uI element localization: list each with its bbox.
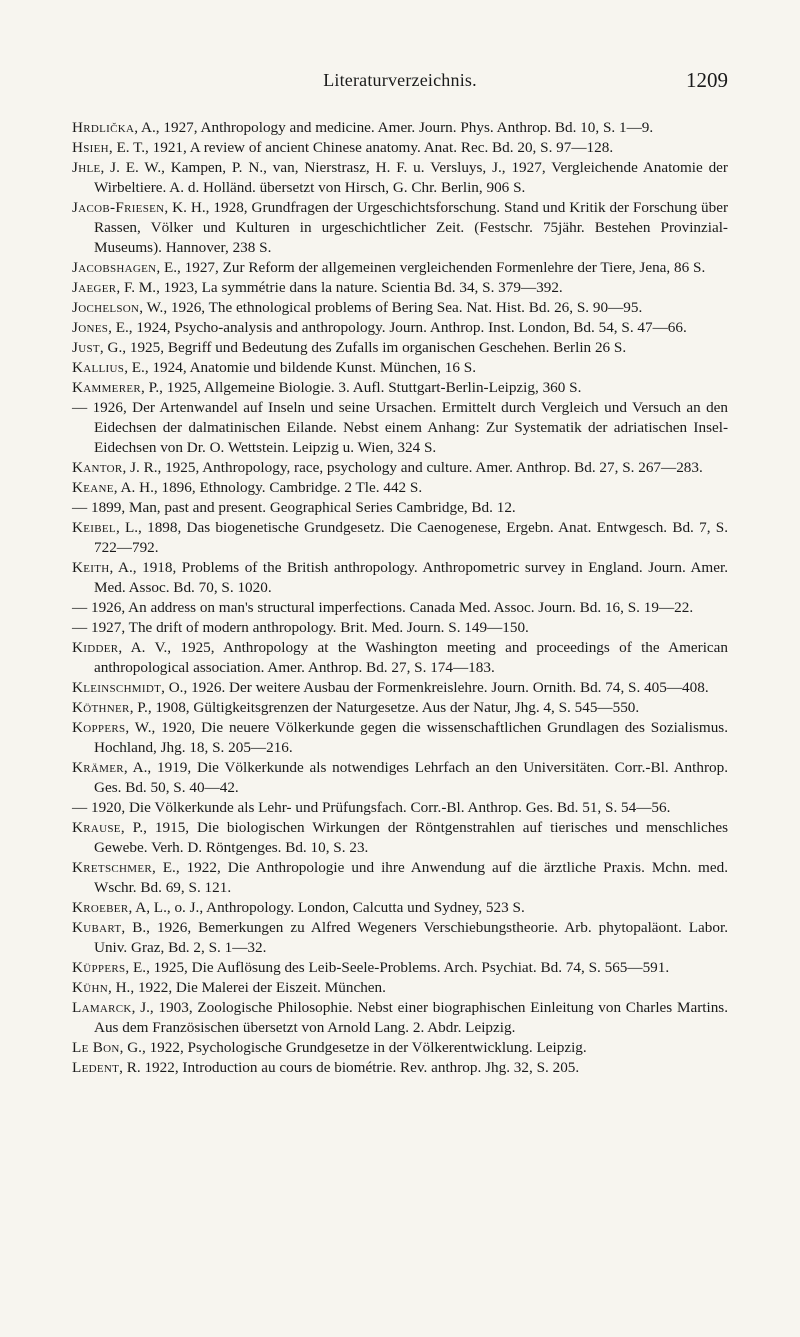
bibliography-entry — [72, 958, 728, 978]
entry-author: Kroeber — [72, 899, 129, 916]
bibliography-entry — [72, 698, 728, 718]
entry-author: Keith — [72, 559, 110, 576]
entry-text: , B., 1926, Bemerkungen zu Alfred Wegeners Verschiebungstheorie. Arb. phytopaläont. Labor. Univ. Graz, Bd. 2, S. 1—32. — [94, 919, 728, 956]
bibliography-entry — [72, 858, 728, 898]
bibliography-entry — [72, 358, 728, 378]
entry-text: , W., 1926, The ethnological problems of Bering Sea. Nat. Hist. Bd. 26, S. 90—95. — [139, 299, 643, 316]
entry-text: , F. M., 1923, La symmétrie dans la nature. Scientia Bd. 34, S. 379—392. — [116, 279, 563, 296]
entry-text: , E., 1925, Die Auflösung des Leib-Seele-Problems. Arch. Psychiat. Bd. 74, S. 565—591. — [125, 959, 670, 976]
bibliography-entry — [72, 498, 728, 518]
entry-author: Jacob-Friesen — [72, 199, 165, 216]
page-number: 1209 — [686, 68, 728, 92]
entry-author: Krause — [72, 819, 121, 836]
entry-text: , G., 1925, Begriff und Bedeutung des Zufalls im organischen Geschehen. Berlin 26 S. — [99, 339, 627, 356]
entry-author: Jhle — [72, 159, 101, 176]
entry-text: , A. H., 1896, Ethnology. Cambridge. 2 Tle. 442 S. — [113, 479, 423, 496]
entry-text: — 1920, Die Völkerkunde als Lehr- und Prüfungsfach. Corr.-Bl. Anthrop. Ges. Bd. 51, S. 54—56. — [72, 799, 671, 816]
entry-author: Ledent — [72, 1059, 120, 1076]
entry-text: , E., 1922, Die Anthropologie und ihre Anwendung auf die ärztliche Praxis. Mchn. med. Wschr. Bd. 69, S. 121. — [94, 859, 728, 896]
bibliography-entry — [72, 158, 728, 198]
entry-text: , P., 1908, Gültigkeitsgrenzen der Naturgesetze. Aus der Natur, Jhg. 4, S. 545—550. — [129, 699, 640, 716]
entry-author: Küppers — [72, 959, 126, 976]
bibliography-entry — [72, 818, 728, 858]
entry-text: , W., 1920, Die neuere Völkerkunde gegen die wissenschaftlichen Grundlagen des Sozialismus. Hochland, Jhg. 18, S. 205—216. — [94, 719, 728, 756]
bibliography-entry — [72, 318, 728, 338]
entry-author: Kleinschmidt — [72, 679, 162, 696]
entry-text: — 1899, Man, past and present. Geographical Series Cambridge, Bd. 12. — [72, 499, 516, 516]
entry-author: Jochelson — [72, 299, 140, 316]
entry-author: Keibel — [72, 519, 116, 536]
entry-text: , E., 1927, Zur Reform der allgemeinen vergleichenden Formenlehre der Tiere, Jena, 86 S. — [156, 259, 706, 276]
bibliography-entry — [72, 978, 728, 998]
bibliography-entry — [72, 918, 728, 958]
bibliography-entry — [72, 998, 728, 1038]
entry-text: , A, L., o. J., Anthropology. London, Calcutta und Sydney, 523 S. — [128, 899, 525, 916]
bibliography-entry — [72, 398, 728, 458]
entry-author: Kallius — [72, 359, 125, 376]
entry-author: Hrdlička — [72, 119, 135, 136]
entry-text: , E., 1924, Psycho-analysis and anthropology. Journ. Anthrop. Inst. London, Bd. 54, S. 47—66. — [108, 319, 687, 336]
bibliography-entry — [72, 638, 728, 678]
entry-author: Krämer — [72, 759, 124, 776]
bibliography-list — [72, 118, 728, 1078]
entry-text: , P., 1925, Allgemeine Biologie. 3. Aufl. Stuttgart-Berlin-Leipzig, 360 S. — [141, 379, 582, 396]
entry-author: Kubart — [72, 919, 122, 936]
entry-text: , A. V., 1925, Anthropology at the Washington meeting and proceedings of the American anthropological association. Amer. Anthrop. Bd. 27, S. 174—183. — [94, 639, 728, 676]
bibliography-entry — [72, 518, 728, 558]
entry-author: Lamarck — [72, 999, 132, 1016]
entry-text: , P., 1915, Die biologischen Wirkungen der Röntgenstrahlen auf tierisches und menschliches Gewebe. Verh. D. Röntgenges. Bd. 10, S. 23. — [94, 819, 728, 856]
entry-author: Kantor — [72, 459, 123, 476]
bibliography-entry — [72, 278, 728, 298]
entry-author: Jaeger — [72, 279, 117, 296]
bibliography-entry — [72, 378, 728, 398]
entry-author: Kidder — [72, 639, 119, 656]
entry-text: , K. H., 1928, Grundfragen der Urgeschichtsforschung. Stand und Kritik der Forschung über Rassen, Völker und Kulturen in urgeschichtlicher Zeit. (Festschr. 75jähr. Bestehen Provinzial-Museums). Hannover, 238 S. — [94, 199, 728, 256]
bibliography-entry — [72, 298, 728, 318]
bibliography-entry — [72, 478, 728, 498]
bibliography-entry — [72, 1038, 728, 1058]
bibliography-entry — [72, 338, 728, 358]
bibliography-entry — [72, 798, 728, 818]
entry-author: Jones — [72, 319, 109, 336]
running-head: Literaturverzeichnis. — [323, 70, 477, 90]
entry-text: , J. R., 1925, Anthropology, race, psychology and culture. Amer. Anthrop. Bd. 27, S. 267—283. — [122, 459, 703, 476]
entry-text: , G., 1922, Psychologische Grundgesetze in der Völkerentwicklung. Leipzig. — [119, 1039, 587, 1056]
entry-author: Hsieh — [72, 139, 109, 156]
bibliography-entry — [72, 1058, 728, 1078]
bibliography-entry — [72, 118, 728, 138]
bibliography-entry — [72, 558, 728, 598]
entry-author: Le Bon — [72, 1039, 120, 1056]
entry-text: , R. 1922, Introduction au cours de biométrie. Rev. anthrop. Jhg. 32, S. 205. — [119, 1059, 580, 1076]
entry-author: Köthner — [72, 699, 130, 716]
entry-text: , L., 1898, Das biogenetische Grundgesetz. Die Caenogenese, Ergebn. Anat. Entwgesch. Bd. 7, S. 722—792. — [94, 519, 728, 556]
entry-text: , J. E. W., Kampen, P. N., van, Nierstrasz, H. F. u. Versluys, J., 1927, Vergleichende Anatomie der Wirbeltiere. A. d. Holländ. übersetzt von Hirsch, G. Chr. Berlin, 906 S. — [94, 159, 728, 196]
bibliography-entry — [72, 458, 728, 478]
bibliography-entry — [72, 678, 728, 698]
bibliography-entry — [72, 718, 728, 758]
entry-text: , E. T., 1921, A review of ancient Chinese anatomy. Anat. Rec. Bd. 20, S. 97—128. — [108, 139, 614, 156]
entry-author: Jacobshagen — [72, 259, 157, 276]
entry-text: , O., 1926. Der weitere Ausbau der Formenkreislehre. Journ. Ornith. Bd. 74, S. 405—408. — [161, 679, 709, 696]
entry-text: — 1926, Der Artenwandel auf Inseln und seine Ursachen. Ermittelt durch Vergleich und Versuch an den Eidechsen der dalmatinischen Eilande. Nebst einem Anhang: Zur Systematik der adriatischen Insel-Eidechsen von Dr. O. Wettstein. Leipzig u. Wien, 324 S. — [72, 399, 728, 456]
entry-text: , A., 1919, Die Völkerkunde als notwendiges Lehrfach an den Universitäten. Corr.-Bl. Anthrop. Ges. Bd. 50, S. 40—42. — [94, 759, 728, 796]
entry-author: Kretschmer — [72, 859, 152, 876]
entry-author: Keane — [72, 479, 114, 496]
bibliography-entry — [72, 138, 728, 158]
entry-text: , E., 1924, Anatomie und bildende Kunst. München, 16 S. — [124, 359, 476, 376]
bibliography-entry — [72, 898, 728, 918]
entry-text: — 1926, An address on man's structural imperfections. Canada Med. Assoc. Journ. Bd. 16, S. 19—22. — [72, 599, 694, 616]
entry-text: , A., 1927, Anthropology and medicine. Amer. Journ. Phys. Anthrop. Bd. 10, S. 1—9. — [134, 119, 654, 136]
entry-author: Kühn — [72, 979, 108, 996]
bibliography-entry — [72, 198, 728, 258]
entry-text: , A., 1918, Problems of the British anthropology. Anthropometric survey in England. Journ. Amer. Med. Assoc. Bd. 70, S. 1020. — [94, 559, 728, 596]
entry-author: Just — [72, 339, 100, 356]
bibliography-entry — [72, 618, 728, 638]
entry-author: Koppers — [72, 719, 126, 736]
entry-text: — 1927, The drift of modern anthropology. Brit. Med. Journ. S. 149—150. — [72, 619, 529, 636]
bibliography-entry — [72, 758, 728, 798]
entry-text: , H., 1922, Die Malerei der Eiszeit. München. — [108, 979, 386, 996]
entry-author: Kammerer — [72, 379, 141, 396]
bibliography-entry — [72, 598, 728, 618]
page-header — [72, 70, 728, 96]
bibliography-entry — [72, 258, 728, 278]
entry-text: , J., 1903, Zoologische Philosophie. Nebst einer biographischen Einleitung von Charles Martins. Aus dem Französischen übersetzt von Arnold Lang. 2. Abdr. Leipzig. — [94, 999, 728, 1036]
